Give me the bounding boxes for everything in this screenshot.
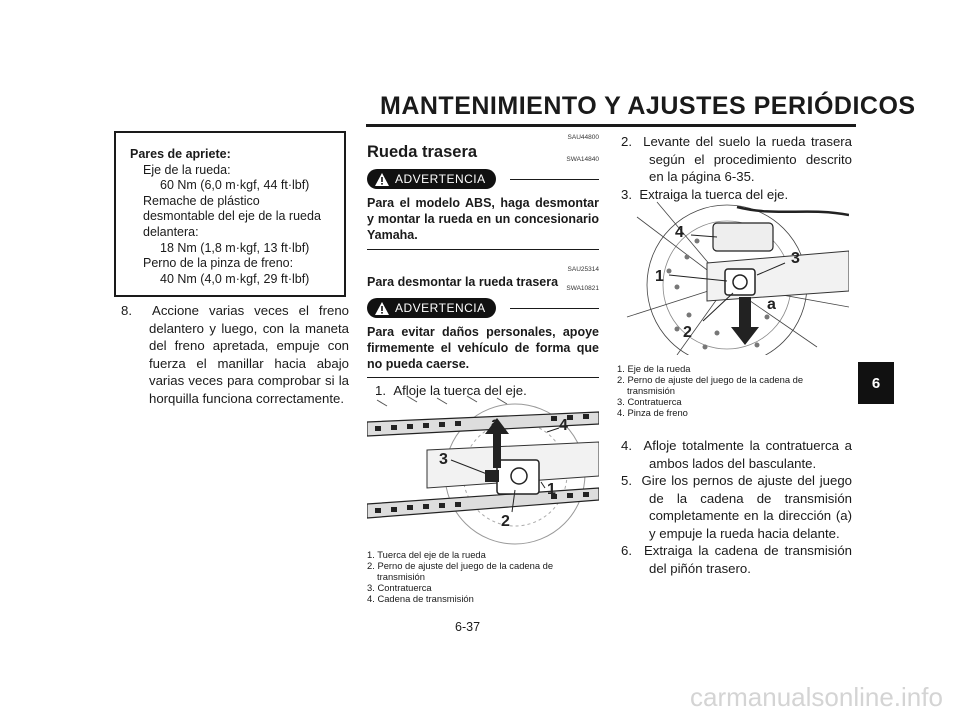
torque-line: delantera: bbox=[143, 224, 199, 239]
legend-item: 4. Cadena de transmisión bbox=[367, 593, 474, 604]
warning-triangle-icon bbox=[375, 302, 389, 315]
step-2: 2. Levante del suelo la rueda trasera según el procedimiento descrito en la página 6-35. bbox=[621, 134, 852, 184]
torque-line: desmontable del eje de la rueda bbox=[143, 209, 321, 224]
legend-item: 3. Contratuerca bbox=[617, 396, 682, 407]
warning-triangle-icon bbox=[375, 173, 389, 186]
warning-text: Para evitar daños personales, apoye firmemente el vehículo de forma que no pueda caerse. bbox=[367, 325, 599, 371]
warning-badge bbox=[367, 298, 496, 318]
figure-label: a bbox=[767, 296, 776, 313]
watermark: carmanualsonline.info bbox=[690, 682, 943, 712]
section-title: Rueda trasera bbox=[367, 143, 478, 161]
figure-label: 3 bbox=[791, 250, 800, 267]
figure-rear-axle-chain bbox=[367, 392, 599, 547]
warning-rule bbox=[510, 308, 599, 309]
step-5: 5. Gire los pernos de ajuste del juego de la cadena de transmisión completamente en la dirección (a) y empuje la rueda hacia delante. bbox=[621, 473, 852, 541]
step-text: Afloje la tuerca del eje. bbox=[393, 383, 527, 398]
legend-item: 4. Pinza de freno bbox=[617, 407, 688, 418]
figure-label: 1 bbox=[655, 268, 664, 285]
legend-item: 2. Perno de ajuste del juego de la cadena de bbox=[367, 560, 554, 571]
warning-badge bbox=[367, 169, 496, 189]
figure-label: 2 bbox=[683, 324, 692, 341]
legend-item-cont: transmisión bbox=[627, 385, 675, 396]
torque-line: Remache de plástico bbox=[143, 193, 260, 208]
warning-header bbox=[367, 298, 599, 318]
torque-value: 40 Nm (4,0 m·kgf, 29 ft·lbf) bbox=[160, 271, 310, 286]
step-3: 3. Extraiga la tuerca del eje. bbox=[621, 186, 789, 202]
torque-box-title: Pares de apriete: bbox=[130, 147, 231, 161]
torque-value: 18 Nm (1,8 m·kgf, 13 ft·lbf) bbox=[160, 240, 310, 255]
ref-code: SWA10821 bbox=[566, 285, 599, 292]
step-number: 1. bbox=[375, 383, 386, 398]
step-6: 6. Extraiga la cadena de transmisión del piñón trasero. bbox=[621, 543, 852, 576]
warning-header bbox=[367, 169, 599, 189]
torque-line: Perno de la pinza de freno: bbox=[143, 256, 294, 271]
figure-legend bbox=[617, 363, 849, 418]
subsection-title: Para desmontar la rueda trasera bbox=[367, 275, 559, 289]
figure-label: 1 bbox=[547, 481, 556, 498]
figure-label: 4 bbox=[675, 224, 684, 241]
figure-label: 4 bbox=[559, 417, 568, 434]
steps-top bbox=[621, 133, 852, 203]
torque-line: Eje de la rueda: bbox=[143, 162, 231, 177]
legend-item-cont: transmisión bbox=[377, 571, 425, 582]
warning-text: Para el modelo ABS, haga desmontar y montar la rueda en un concesionario Yamaha. bbox=[367, 196, 599, 242]
step-4: 4. Afloje totalmente la contratuerca a ambos lados del basculante. bbox=[621, 438, 853, 471]
page-number: 6-37 bbox=[455, 620, 481, 634]
warning-end-rule bbox=[367, 377, 599, 378]
page-header-title: MANTENIMIENTO Y AJUSTES PERIÓDICOS bbox=[380, 92, 916, 120]
warning-label: ADVERTENCIA bbox=[395, 301, 486, 315]
step-text: Accione varias veces el freno delantero y luego, con la maneta del freno apretada, empuje con fuerza el manillar hacia abajo varias veces para comprobar si la horquilla funciona correctamente. bbox=[149, 303, 349, 406]
figure-label: a bbox=[491, 415, 500, 432]
warning-end-rule bbox=[367, 249, 599, 250]
step-number: 8. bbox=[121, 303, 132, 318]
warning-rule bbox=[510, 179, 599, 180]
step-8 bbox=[121, 302, 349, 407]
warning-label: ADVERTENCIA bbox=[395, 172, 486, 186]
figure-rear-wheel-axle bbox=[617, 197, 849, 355]
torque-specs-box bbox=[114, 131, 346, 297]
legend-item: 1. Tuerca del eje de la rueda bbox=[367, 549, 486, 560]
ref-code: SAU44800 bbox=[567, 134, 599, 141]
legend-item: 1. Eje de la rueda bbox=[617, 363, 691, 374]
torque-value: 60 Nm (6,0 m·kgf, 44 ft·lbf) bbox=[160, 178, 310, 193]
figure-legend bbox=[367, 549, 599, 604]
legend-item: 2. Perno de ajuste del juego de la cadena de bbox=[617, 374, 804, 385]
ref-code: SWA14840 bbox=[566, 156, 599, 163]
middle-column bbox=[367, 134, 599, 400]
chapter-tab[interactable]: 6 bbox=[858, 362, 894, 404]
steps-bottom bbox=[621, 437, 852, 577]
figure-label: 2 bbox=[501, 513, 510, 530]
legend-item: 3. Contratuerca bbox=[367, 582, 432, 593]
header-rule bbox=[366, 124, 856, 127]
figure-label: 3 bbox=[439, 451, 448, 468]
ref-code: SAU25314 bbox=[567, 266, 599, 273]
